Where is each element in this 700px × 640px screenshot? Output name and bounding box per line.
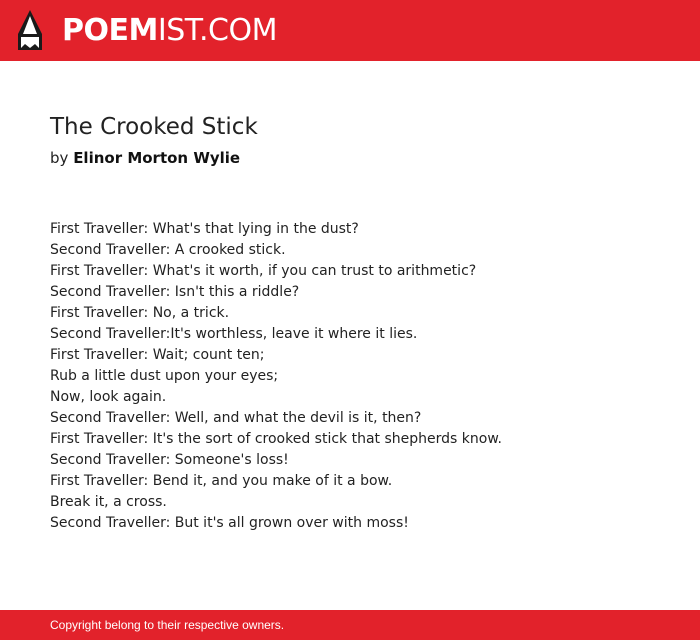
poem-line: Second Traveller: But it's all grown over with moss! — [50, 515, 409, 531]
poem-author: Elinor Morton Wylie — [73, 149, 241, 167]
site-header — [0, 0, 700, 61]
poem-line: Rub a little dust upon your eyes; — [50, 368, 279, 384]
footer-copyright: Copyright belong to their respective owners. — [50, 618, 285, 632]
poem-line: First Traveller: Bend it, and you make of it a bow. — [50, 473, 393, 489]
site-footer — [0, 610, 700, 640]
poem-line: Second Traveller: A crooked stick. — [50, 242, 286, 258]
poem-line: Now, look again. — [50, 389, 167, 405]
poem-line: Second Traveller: Well, and what the devil is it, then? — [50, 410, 422, 426]
poem-title: The Crooked Stick — [50, 114, 258, 140]
poem-line: First Traveller: No, a trick. — [50, 305, 230, 321]
by-label: by — [50, 149, 69, 167]
poem-line: First Traveller: It's the sort of crooked stick that shepherds know. — [50, 431, 502, 447]
logo-text-light: IST.COM — [157, 13, 277, 48]
poem-byline — [50, 149, 240, 167]
poem-line: Break it, a cross. — [50, 494, 167, 510]
poem-line: Second Traveller:It's worthless, leave it where it lies. — [50, 326, 418, 342]
pencil-icon — [18, 10, 42, 52]
poem-line: First Traveller: What's it worth, if you can trust to arithmetic? — [50, 263, 477, 279]
site-logo-link[interactable] — [18, 10, 277, 52]
logo-text-bold: POEM — [62, 13, 158, 48]
poem-body — [50, 219, 670, 534]
poem-line: First Traveller: Wait; count ten; — [50, 347, 265, 363]
poem-line: Second Traveller: Someone's loss! — [50, 452, 289, 468]
poem-line: Second Traveller: Isn't this a riddle? — [50, 284, 300, 300]
site-logo-text — [62, 10, 277, 52]
poem-line: First Traveller: What's that lying in the dust? — [50, 221, 359, 237]
